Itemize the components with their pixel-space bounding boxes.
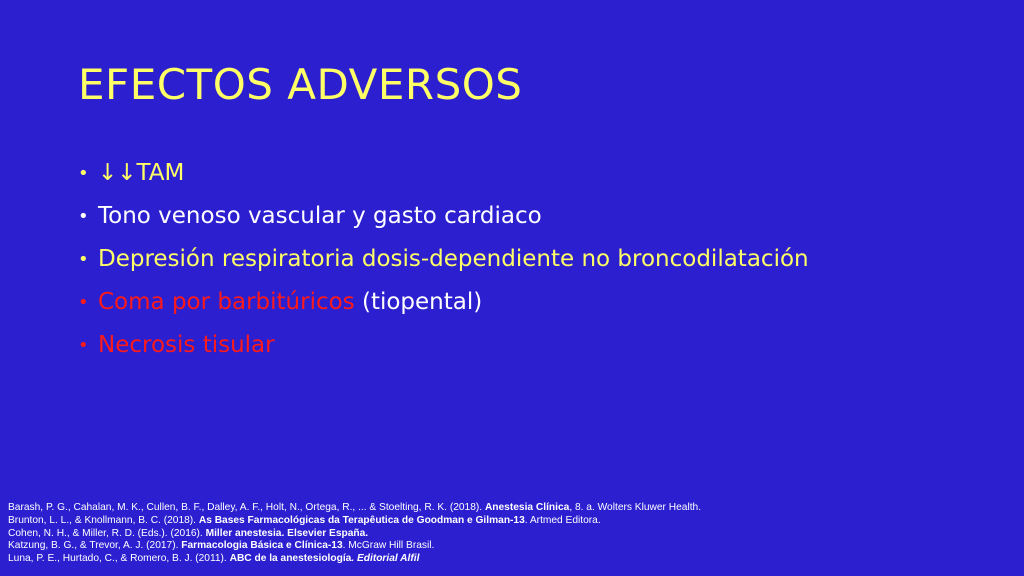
bullet-dot-icon: • (78, 206, 89, 227)
reference-item: Brunton, L. L., & Knollmann, B. C. (2018). As Bases Farmacológicas da Terapêutica de Goodman e Gilman-13. Artmed Editora. (8, 514, 601, 526)
references (8, 502, 1008, 566)
reference-item: Barash, P. G., Cahalan, M. K., Cullen, B. F., Dalley, A. F., Holt, N., Ortega, R., ... & Stoelting, R. K. (2018). Anestesia Clínica, 8. a. Wolters Kluwer Health. (8, 502, 702, 513)
bullet-dot-icon: • (78, 292, 89, 313)
bullet-item (78, 281, 809, 324)
bullet-item (78, 152, 809, 195)
reference-item: Katzung, B. G., & Trevor, A. J. (2017). Farmacologia Básica e Clínica-13. McGraw Hill Brasil. (8, 540, 435, 552)
bullet-dot-icon: • (78, 163, 89, 184)
bullet-text: Necrosis tisular (98, 332, 275, 358)
bullet-item (78, 238, 809, 281)
reference-item: Luna, P. E., Hurtado, C., & Romero, B. J. (2011). ABC de la anestesiología. Editorial Alfil (8, 553, 420, 565)
bullet-text: ↓↓TAM (98, 160, 185, 186)
bullet-dot-icon: • (78, 249, 89, 270)
bullet-text-white: (tiopental) (354, 289, 483, 315)
bullet-item (78, 195, 809, 238)
bullet-item (78, 324, 809, 367)
bullet-list (78, 152, 809, 367)
slide-title: EFECTOS ADVERSOS (78, 60, 523, 109)
bullet-text: Tono venoso vascular y gasto cardiaco (98, 203, 542, 229)
bullet-text: Depresión respiratoria dosis-dependiente no broncodilatación (98, 246, 809, 272)
reference-item: Cohen, N. H., & Miller, R. D. (Eds.). (2016). Miller anestesia. Elsevier España. (8, 527, 369, 539)
bullet-text-red: Coma por barbitúricos (98, 289, 355, 315)
bullet-dot-icon: • (78, 335, 89, 356)
